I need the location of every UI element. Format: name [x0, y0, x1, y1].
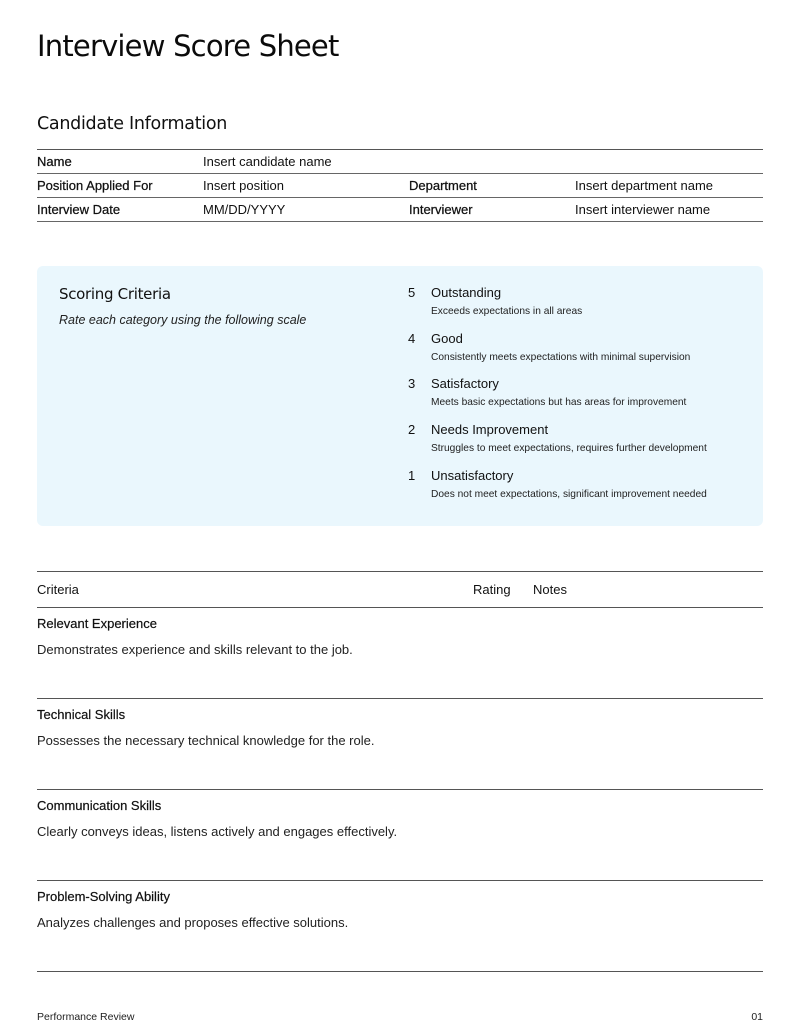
criteria-description: Demonstrates experience and skills relevant to the job.	[37, 642, 353, 657]
header-notes: Notes	[533, 581, 567, 597]
criteria-name: Communication Skills	[37, 798, 162, 813]
name-label: Name	[37, 154, 72, 169]
criteria-description: Possesses the necessary technical knowledge for the role.	[37, 733, 375, 748]
footer	[37, 1011, 763, 1024]
scale-item	[408, 331, 763, 377]
scale-description: Struggles to meet expectations, requires further development	[431, 443, 707, 455]
scale-item	[408, 376, 763, 422]
info-row-position	[37, 174, 763, 198]
info-row-date	[37, 198, 763, 222]
scale-score: 4	[408, 330, 416, 346]
department-field[interactable]: Insert department name	[575, 177, 714, 193]
scoring-criteria-box	[37, 266, 763, 526]
interview-date-label: Interview Date	[37, 201, 121, 217]
footer-label: Performance Review	[37, 1011, 135, 1023]
scale-item	[408, 422, 763, 468]
scale-description: Meets basic expectations but has areas for improvement	[431, 397, 687, 409]
scale-name: Outstanding	[431, 285, 502, 300]
page-number: 01	[751, 1011, 763, 1023]
scale-item	[408, 285, 763, 331]
position-field[interactable]: Insert position	[203, 177, 284, 193]
header-criteria: Criteria	[37, 581, 79, 597]
scale-name: Unsatisfactory	[431, 467, 514, 483]
table-row[interactable]	[37, 790, 763, 881]
criteria-description: Analyzes challenges and proposes effective solutions.	[37, 915, 349, 930]
scale-description: Does not meet expectations, significant improvement needed	[431, 488, 707, 500]
scale-name: Needs Improvement	[431, 422, 549, 438]
scale-score: 2	[408, 422, 416, 438]
scale-score: 5	[408, 285, 416, 300]
candidate-info-heading: Candidate Information	[37, 114, 228, 134]
interviewer-label: Interviewer	[409, 201, 473, 217]
table-row[interactable]	[37, 699, 763, 790]
interview-date-field[interactable]: MM/DD/YYYY	[203, 201, 286, 217]
page-title: Interview Score Sheet	[37, 29, 339, 63]
criteria-table	[37, 571, 763, 972]
header-rating: Rating	[473, 581, 511, 597]
position-label: Position Applied For	[37, 177, 153, 193]
criteria-name: Problem-Solving Ability	[37, 889, 170, 904]
scale-item	[408, 468, 763, 514]
scale-list	[408, 266, 763, 526]
table-row[interactable]	[37, 608, 763, 699]
criteria-name: Technical Skills	[37, 707, 126, 722]
name-field[interactable]: Insert candidate name	[203, 154, 332, 169]
criteria-description: Clearly conveys ideas, listens actively and engages effectively.	[37, 824, 398, 839]
scale-score: 3	[408, 376, 416, 392]
scale-description: Consistently meets expectations with minimal supervision	[431, 351, 691, 363]
scale-score: 1	[408, 467, 416, 483]
scoring-criteria-subtitle: Rate each category using the following scale	[59, 313, 307, 327]
scoring-criteria-intro	[37, 266, 408, 526]
interviewer-field[interactable]: Insert interviewer name	[575, 201, 711, 217]
info-row-name	[37, 150, 763, 174]
table-row[interactable]	[37, 881, 763, 972]
scale-name: Good	[431, 330, 463, 346]
scoring-criteria-title: Scoring Criteria	[59, 285, 171, 303]
department-label: Department	[409, 177, 477, 193]
criteria-name: Relevant Experience	[37, 616, 157, 631]
criteria-table-header	[37, 572, 763, 608]
candidate-info-table	[37, 149, 763, 222]
scale-name: Satisfactory	[431, 376, 499, 392]
scale-description: Exceeds expectations in all areas	[431, 306, 583, 317]
